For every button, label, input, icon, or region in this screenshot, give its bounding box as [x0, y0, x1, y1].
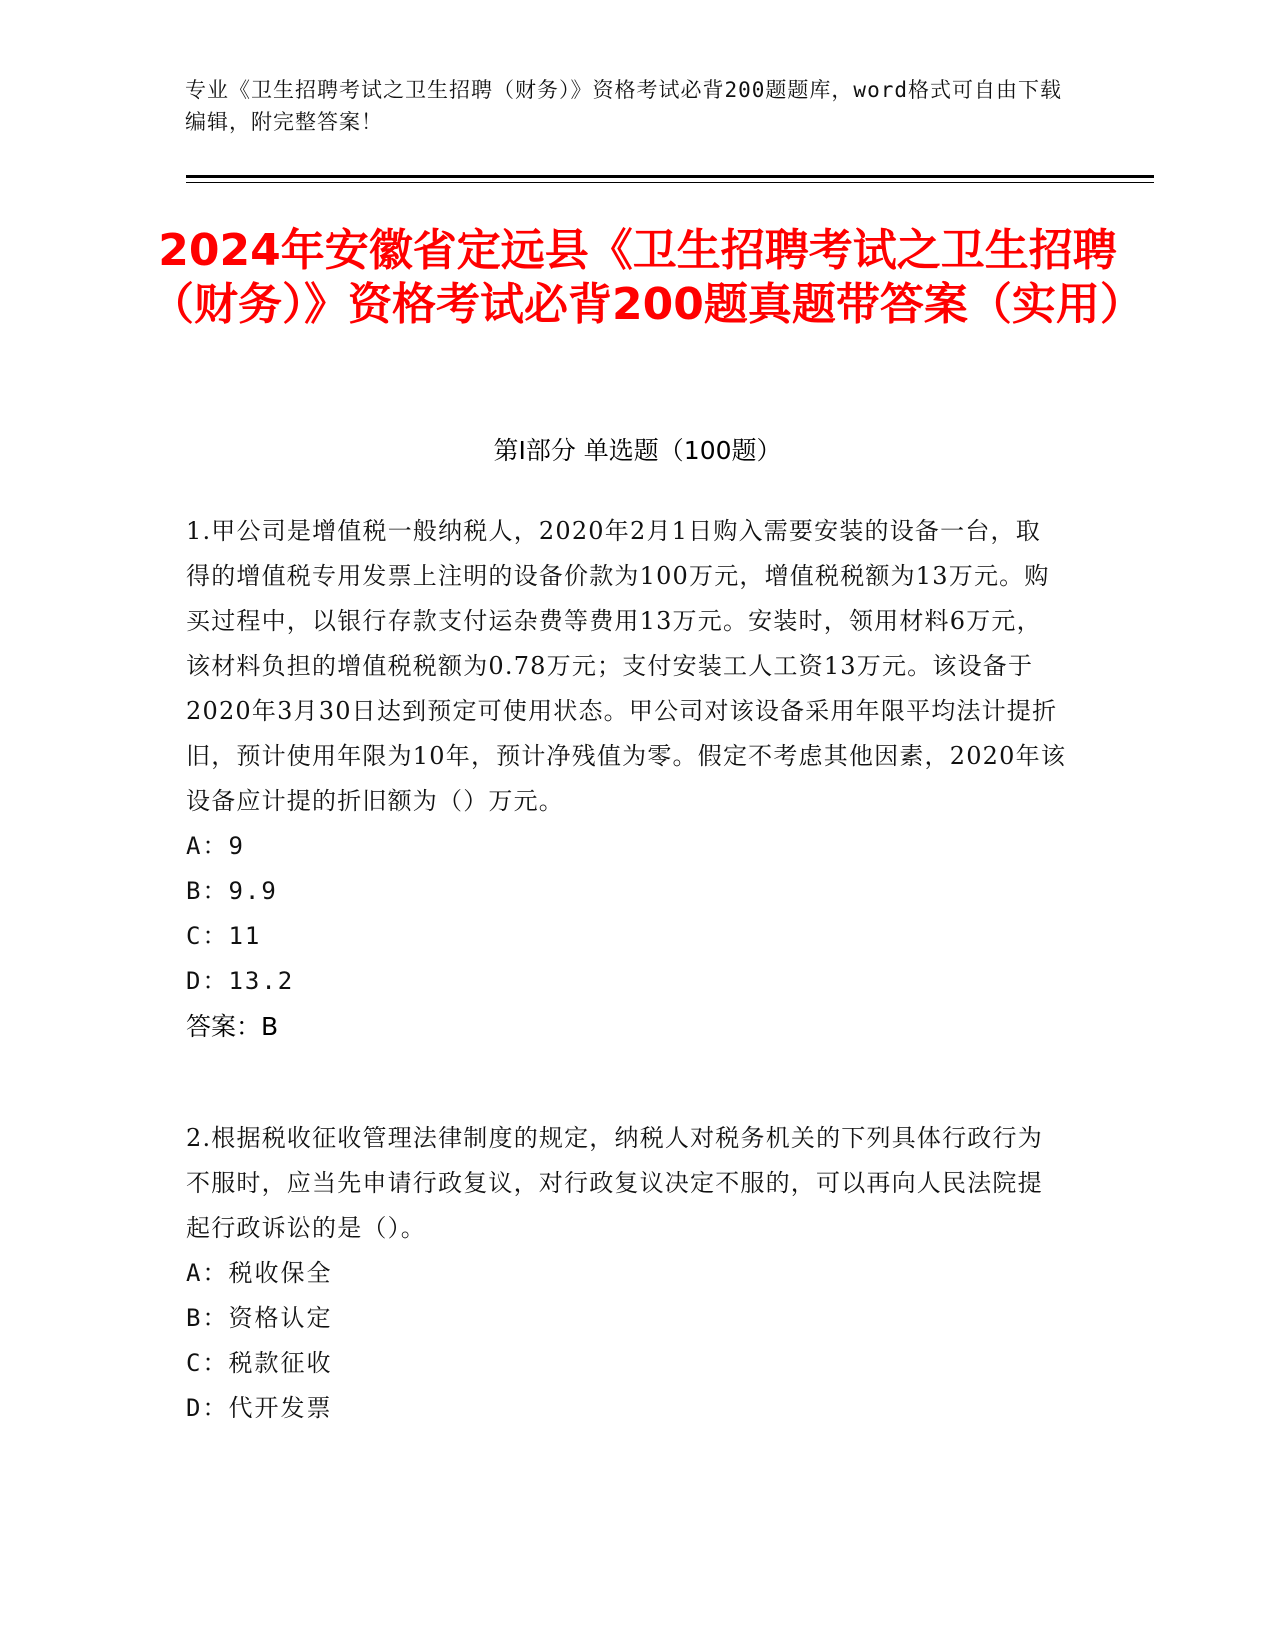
header-divider-thick [186, 175, 1154, 178]
question-stem: 2.根据税收征收管理法律制度的规定，纳税人对税务机关的下列具体行政行为不服时，应当先申请行政复议，对行政复议决定不服的，可以再向人民法院提起行政诉讼的是（）。 [186, 1124, 1043, 1242]
option-b: B：9.9 [186, 877, 278, 905]
question-1 [186, 509, 1066, 1049]
option-d: D：13.2 [186, 967, 295, 995]
header-divider-thin [186, 182, 1154, 183]
option-d: D：代开发票 [186, 1394, 333, 1422]
document-title: 2024年安徽省定远县《卫生招聘考试之卫生招聘（财务）》资格考试必背200题真题带答案（实用） [150, 225, 1144, 330]
option-b: B：资格认定 [186, 1304, 333, 1332]
option-c: C：税款征收 [186, 1349, 333, 1377]
option-a: A：9 [186, 832, 245, 860]
option-c: C：11 [186, 922, 262, 950]
question-2 [186, 1116, 1066, 1431]
question-stem: 1.甲公司是增值税一般纳税人，2020年2月1日购入需要安装的设备一台，取得的增值税专用发票上注明的设备价款为100万元，增值税税额为13万元。购买过程中，以银行存款支付运杂费等费用13万元。安装时，领用材料6万元，该材料负担的增值税税额为0.78万元；支付安装工人工资13万元。该设备于2020年3月30日达到预定可使用状态。甲公司对该设备采用年限平均法计提折旧，预计使用年限为10年，预计净残值为零。假定不考虑其他因素，2020年该设备应计提的折旧额为（）万元。 [186, 517, 1067, 815]
option-a: A：税收保全 [186, 1259, 333, 1287]
answer-line: 答案：B [186, 1012, 279, 1041]
header-note: 专业《卫生招聘考试之卫生招聘（财务）》资格考试必背200题题库，word格式可自由下载编辑，附完整答案！ [185, 78, 1062, 134]
section-heading: 第I部分 单选题（100题） [493, 436, 782, 465]
